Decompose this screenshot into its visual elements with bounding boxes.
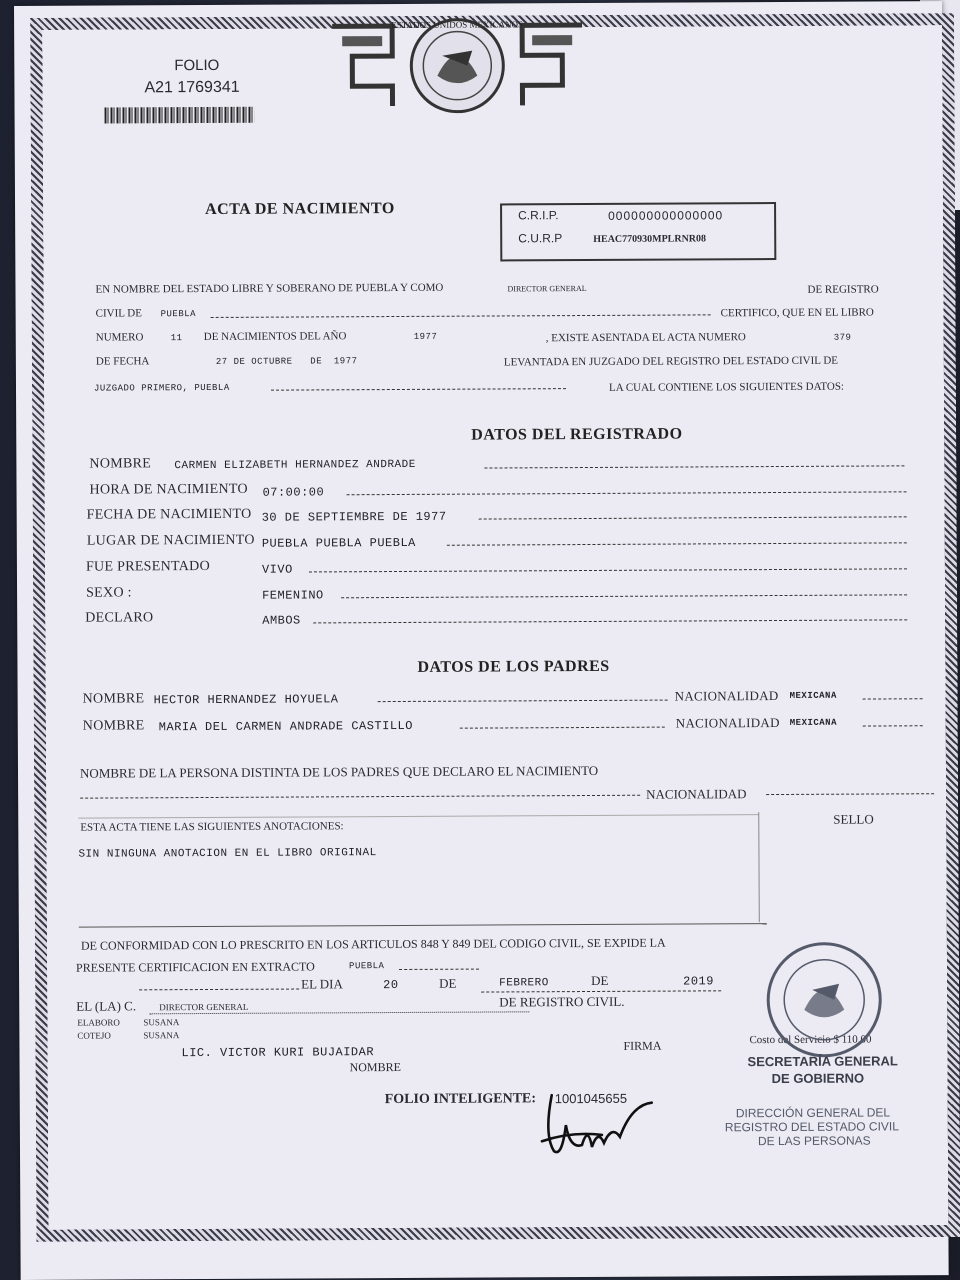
intro-contiene: LA CUAL CONTIENE LOS SIGUIENTES DATOS: — [608, 380, 845, 394]
intro-acta-value: 379 — [833, 332, 852, 343]
intro-de-fecha: DE FECHA — [95, 355, 150, 368]
conformidad-el-dia: EL DIA — [301, 976, 343, 992]
intro-civil-de: CIVIL DE — [95, 307, 142, 320]
cotejo-label: COTEJO — [77, 1030, 111, 1041]
field-label-sexo: SEXO : — [86, 585, 132, 601]
conformidad-de2: DE — [591, 972, 609, 988]
padre-nac: MEXICANA — [789, 690, 837, 701]
sello-label: SELLO — [833, 811, 874, 827]
declarante-nac-label: NACIONALIDAD — [646, 786, 747, 802]
conformidad-line1: DE CONFORMIDAD CON LO PRESCRITO EN LOS ARTICULOS 848 Y 849 DEL CODIGO CIVIL, SE EXPIDE LA — [80, 935, 666, 953]
firma-el-la: EL (LA) C. — [76, 998, 137, 1014]
conformidad-month: FEBRERO — [499, 977, 549, 990]
conformidad-de-registro: DE REGISTRO CIVIL. — [499, 993, 625, 1010]
stamp-line3: DIRECCIÓN GENERAL DEL — [735, 1105, 891, 1121]
official-seal — [764, 939, 885, 1060]
handwritten-signature — [532, 1085, 664, 1166]
field-label-hora: HORA DE NACIMIENTO — [89, 481, 248, 498]
intro-juzgado-value: JUZGADO PRIMERO, PUEBLA — [93, 382, 230, 394]
padre-label: NOMBRE — [82, 691, 145, 707]
field-value-sexo: FEMENINO — [262, 588, 324, 603]
crip-label: C.R.I.P. — [518, 208, 559, 223]
anotaciones-value: SIN NINGUNA ANOTACION EN EL LIBRO ORIGINAL — [78, 847, 377, 861]
conformidad-line2: PRESENTE CERTIFICACION EN EXTRACTO — [75, 959, 315, 975]
intro-civil-value: PUEBLA — [160, 309, 197, 320]
registrado-heading: DATOS DEL REGISTRADO — [471, 425, 683, 444]
intro-line1: EN NOMBRE DEL ESTADO LIBRE Y SOBERANO DE PUEBLA Y COMO — [95, 281, 444, 296]
field-value-nombre: CARMEN ELIZABETH HERNANDEZ ANDRADE — [174, 458, 416, 473]
folio-number: A21 1769341 — [144, 78, 240, 97]
certificate-sheet — [14, 1, 949, 1280]
intro-de-nac: DE NACIMIENTOS DEL AÑO — [203, 330, 347, 344]
crip-value: 000000000000000 — [608, 208, 724, 223]
intro-director: DIRECTOR GENERAL — [507, 284, 587, 294]
elaboro-value: SUSANA — [143, 1017, 180, 1028]
field-value-lugar: PUEBLA PUEBLA PUEBLA — [261, 535, 416, 551]
declarante-label: NOMBRE DE LA PERSONA DISTINTA DE LOS PADRES QUE DECLARO EL NACIMIENTO — [79, 762, 599, 781]
madre-label: NOMBRE — [82, 718, 145, 734]
anotaciones-label: ESTA ACTA TIENE LAS SIGUIENTES ANOTACIONES: — [80, 820, 344, 834]
stamp-line2: DE GOBIERNO — [771, 1070, 865, 1087]
field-value-presentado: VIVO — [261, 562, 293, 577]
stamp-line4: REGISTRO DEL ESTADO CIVIL — [724, 1119, 899, 1135]
conformidad-de1: DE — [439, 975, 457, 991]
folio-inteligente-value: 1001045655 — [554, 1090, 628, 1107]
stamp-line1: SECRETARÍA GENERAL — [747, 1053, 898, 1070]
madre-name: MARIA DEL CARMEN ANDRADE CASTILLO — [158, 718, 413, 735]
firma-director: DIRECTOR GENERAL — [159, 1001, 249, 1013]
field-value-declaro: AMBOS — [262, 613, 301, 628]
madre-nac-label: NACIONALIDAD — [675, 715, 780, 731]
field-label-nombre: NOMBRE — [89, 456, 152, 472]
intro-numero: NUMERO — [95, 331, 144, 344]
cotejo-value: SUSANA — [143, 1030, 180, 1041]
madre-nac: MEXICANA — [789, 717, 838, 728]
padre-nac-label: NACIONALIDAD — [674, 688, 779, 704]
field-value-fecha: 30 DE SEPTIEMBRE DE 1977 — [261, 509, 447, 525]
field-label-fecha: FECHA DE NACIMIENTO — [86, 506, 252, 523]
padres-heading: DATOS DE LOS PADRES — [417, 657, 610, 676]
field-label-lugar: LUGAR DE NACIMIENTO — [86, 532, 255, 549]
conformidad-place: PUEBLA — [349, 961, 385, 972]
folio-label: FOLIO — [174, 56, 220, 75]
firmante-name: LIC. VICTOR KURI BUJAIDAR — [181, 1045, 375, 1061]
conformidad-day: 20 — [383, 978, 399, 993]
curp-value: HEAC770930MPLRNR08 — [593, 233, 707, 245]
curp-label: C.U.R.P — [518, 231, 563, 246]
conformidad-year: 2019 — [683, 974, 714, 989]
field-label-declaro: DECLARO — [85, 610, 154, 626]
intro-existe: , EXISTE ASENTADA EL ACTA NUMERO — [545, 331, 746, 345]
national-seal-top — [332, 15, 583, 114]
firma-label: FIRMA — [623, 1038, 662, 1053]
costo-servicio: Costo del Servicio $ 110.00 — [749, 1033, 872, 1047]
field-value-hora: 07:00:00 — [262, 485, 325, 500]
firmante-nombre-label: NOMBRE — [349, 1059, 401, 1075]
intro-fecha-value: 27 DE OCTUBRE DE 1977 — [215, 356, 358, 367]
intro-year-value: 1977 — [413, 331, 438, 342]
stamp-line5: DE LAS PERSONAS — [757, 1133, 871, 1149]
padre-name: HECTOR HERNANDEZ HOYUELA — [153, 692, 339, 708]
folio-inteligente-label: FOLIO INTELIGENTE: — [384, 1091, 537, 1108]
document-title: ACTA DE NACIMIENTO — [205, 200, 395, 219]
elaboro-label: ELABORO — [77, 1017, 120, 1028]
field-label-presentado: FUE PRESENTADO — [85, 558, 211, 575]
intro-levantada: LEVANTADA EN JUZGADO DEL REGISTRO DEL ESTADO CIVIL DE — [503, 354, 839, 369]
intro-numero-value: 11 — [170, 333, 183, 344]
seal-top-text: ESTADOS UNIDOS MEXICANOS — [391, 19, 524, 31]
intro-de-registro: DE REGISTRO — [807, 283, 879, 296]
intro-certifico: CERTIFICO, QUE EN EL LIBRO — [720, 306, 874, 320]
barcode — [105, 107, 255, 124]
